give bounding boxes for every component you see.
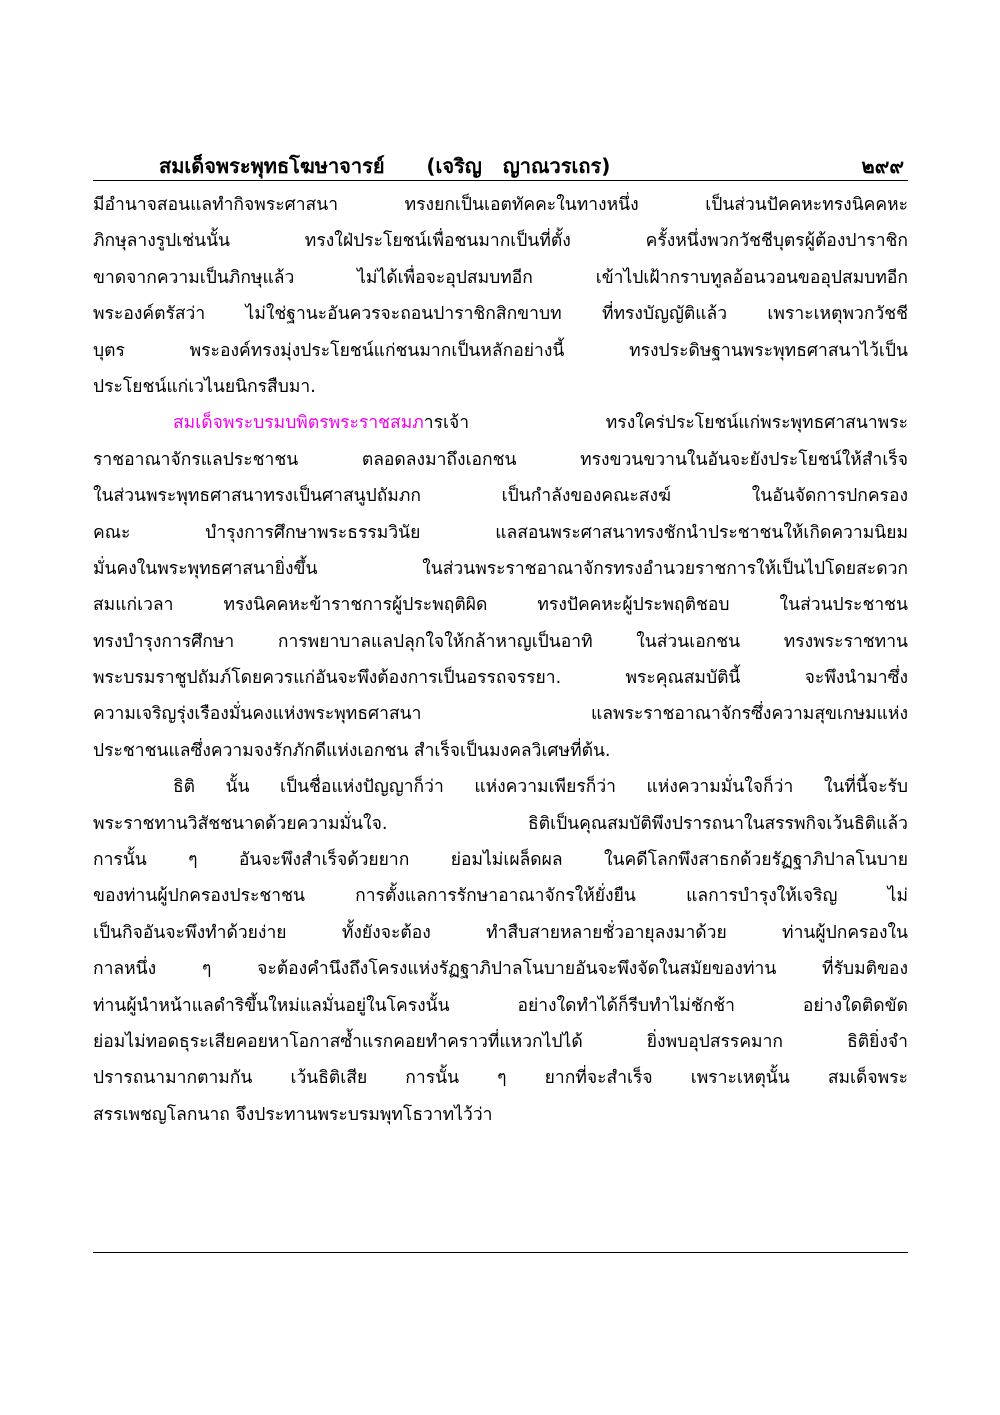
footer-divider — [93, 1252, 908, 1253]
text-line: พระองค์ตรัสว่า ไม่ใช่ฐานะอันควรจะถอนปาราชิกสิกขาบท ที่ทรงบัญญัติแล้ว เพราะเหตุพวกวัชชี — [93, 304, 908, 325]
text-line: ภิกษุลางรูปเช่นนั้น ทรงใฝ่ประโยชน์เพื่อชนมากเป็นที่ตั้ง ครั้งหนึ่งพวกวัชชีบุตรผู้ต้องปาราชิก — [93, 231, 908, 252]
text-line: พระบรมราชูปถัมภ์โดยควรแก่อันจะพึงต้องการเป็นอรรถจรรยา. พระคุณสมบัตินี้ จะพึงนำมาซึ่ง — [93, 668, 908, 689]
text-line: ราชอาณาจักรแลประชาชน ตลอดลงมาถึงเอกชน ทรงขวนขวานในอันจะยังประโยชน์ให้สำเร็จ — [93, 449, 908, 470]
text-line: ในส่วนพระพุทธศาสนาทรงเป็นศาสนูปถัมภก เป็นกำลังของคณะสงฆ์ ในอันจัดการปกครอง — [93, 486, 908, 507]
paragraph — [93, 769, 908, 1133]
text-line: สมแก่เวลา ทรงนิคคหะข้าราชการผู้ประพฤติผิด ทรงปัคคหะผู้ประพฤติชอบ ในส่วนประชาชน — [93, 595, 908, 616]
text-line: ธิติ นั้น เป็นชื่อแห่งปัญญาก็ว่า แห่งความเพียรก็ว่า แห่งความมั่นใจก็ว่า ในที่นี้จะรับ — [173, 777, 908, 798]
page-number: ๒๙๙ — [861, 154, 904, 178]
paragraph — [93, 405, 908, 769]
text-line: บุตร พระองค์ทรงมุ่งประโยชน์แก่ชนมากเป็นหลักอย่างนี้ ทรงประดิษฐานพระพุทธศาสนาไว้เป็น — [93, 340, 908, 361]
text-line: ความเจริญรุ่งเรืองมั่นคงแห่งพระพุทธศาสนา แลพระราชอาณาจักรซึ่งความสุขเกษมแห่ง — [93, 704, 908, 725]
body-text — [93, 187, 908, 1133]
text-line: ท่านผู้นำหน้าแลดำริขึ้นใหม่แลมั่นอยู่ในโครงนั้น อย่างใดทำได้ก็รีบทำไม่ชักช้า อย่างใดติดขัด — [93, 995, 908, 1016]
text-line: ประโยชน์แก่เวไนยนิกรสืบมา. — [93, 376, 316, 397]
text-line — [93, 405, 908, 441]
text-line: มีอำนาจสอนแลทำกิจพระศาสนา ทรงยกเป็นเอตทัคคะในทางหนึ่ง เป็นส่วนปัคคหะทรงนิคคหะ — [93, 195, 908, 215]
text-line: ขาดจากความเป็นภิกษุแล้ว ไม่ได้เพื่อจะอุปสมบทอีก เข้าไปเฝ้ากราบทูลอ้อนวอนขออุปสมบทอีก — [93, 267, 908, 288]
text-line: ปรารถนามากตามกัน เว้นธิติเสีย การนั้น ๆ ยากที่จะสำเร็จ เพราะเหตุนั้น สมเด็จพระ — [93, 1068, 908, 1089]
text-line: ย่อมไม่ทอดธุระเสียคอยหาโอกาสซ้ำแรกคอยทำคราวที่แหวกไปได้ ยิ่งพบอุปสรรคมาก ธิติยิ่งจำ — [93, 1031, 908, 1052]
text-line: มั่นคงในพระพุทธศาสนายิ่งขึ้น ในส่วนพระราชอาณาจักรทรงอำนวยราชการให้เป็นไปโดยสะดวก — [93, 558, 908, 579]
text-line: ของท่านผู้ปกครองประชาชน การตั้งแลการรักษาอาณาจักรให้ยั่งยืน แลการบำรุงให้เจริญ ไม่ — [93, 886, 908, 907]
page-header — [93, 144, 908, 181]
text-line: ทรงบำรุงการศึกษา การพยาบาลแลปลุกใจให้กล้าหาญเป็นอาทิ ในส่วนเอกชน ทรงพระราชทาน — [93, 631, 908, 652]
text-line: สรรเพชญโลกนาถ จึงประทานพระบรมพุทโธวาทไว้ว่า — [93, 1104, 493, 1125]
text-line: พระราชทานวิสัชชนาดด้วยความมั่นใจ. ธิติเป็นคุณสมบัติพึงปรารถนาในสรรพกิจเว้นธิติแล้ว — [93, 813, 908, 834]
line-text: ารเจ้า ทรงใคร่ประโยชน์แก่พระพุทธศาสนาพระ — [423, 413, 908, 434]
text-line: ประชาชนแลซึ่งความจงรักภักดีแห่งเอกชน สำเร็จเป็นมงคลวิเศษที่ต้น. — [93, 740, 611, 761]
text-line: กาลหนึ่ง ๆ จะต้องคำนึงถึงโครงแห่งรัฏฐาภิปาลโนบายอันจะพึงจัดในสมัยของท่าน ที่รับมติของ — [93, 959, 908, 980]
highlighted-text: สมเด็จพระบรมบพิตรพระราชสมภ — [173, 413, 424, 434]
text-line: การนั้น ๆ อันจะพึงสำเร็จด้วยยาก ย่อมไม่เผล็ดผล ในคดีโลกพึงสาธกด้วยรัฏฐาภิปาลโนบาย — [93, 850, 908, 871]
text-line: คณะ บำรุงการศึกษาพระธรรมวินัย แลสอนพระศาสนาทรงชักนำประชาชนให้เกิดความนิยม — [93, 522, 908, 543]
text-line: เป็นกิจอันจะพึงทำด้วยง่าย ทั้งยังจะต้อง ทำสืบสายหลายชั่วอายุลงมาด้วย ท่านผู้ปกครองใน — [93, 922, 908, 943]
paragraph — [93, 187, 908, 405]
running-title: สมเด็จพระพุทธโฆษาจารย์ (เจริญ ญาณวรเถร) — [159, 154, 611, 178]
